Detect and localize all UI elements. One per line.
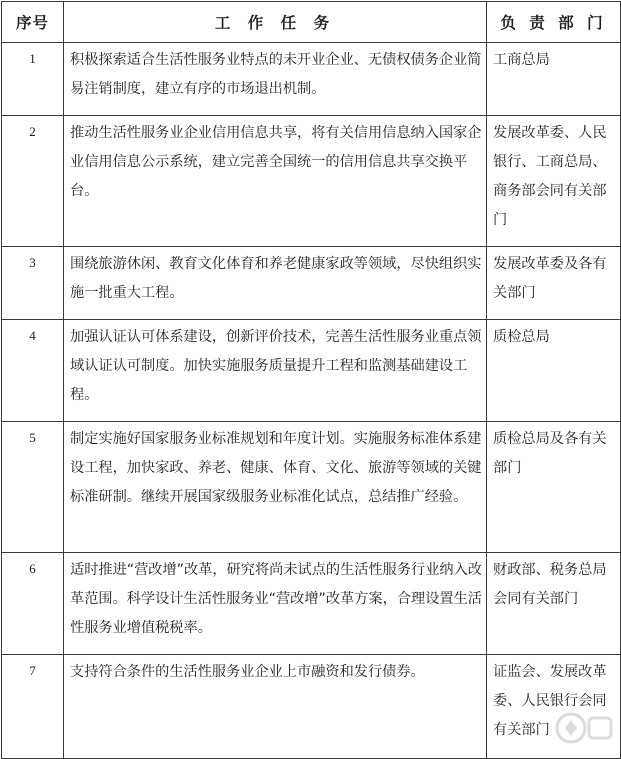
row-task: 适时推进“营改增”改革，研究将尚未试点的生活性服务行业纳入改革范围。科学设计生活性服务业“营改增”改革方案，合理设置生活性服务业增值税税率。 <box>64 553 487 655</box>
table-row <box>2 320 621 422</box>
row-number: 7 <box>2 655 64 759</box>
row-task: 围绕旅游休闲、教育文化体育和养老健康家政等领域，尽快组织实施一批重大工程。 <box>64 247 487 320</box>
row-task: 支持符合条件的生活性服务业企业上市融资和发行债券。 <box>64 655 487 759</box>
row-task: 推动生活性服务业企业信用信息共享，将有关信用信息纳入国家企业信用信息公示系统，建立完善全国统一的信用信息共享交换平台。 <box>64 116 487 247</box>
row-number: 2 <box>2 116 64 247</box>
table-row <box>2 43 621 116</box>
header-department: 负 责 部 门 <box>487 2 621 43</box>
watermark-logo-icon <box>551 708 615 748</box>
table-row <box>2 553 621 655</box>
row-department: 发展改革委、人民银行、工商总局、商务部会同有关部门 <box>487 116 621 247</box>
row-number: 5 <box>2 422 64 553</box>
row-department: 财政部、税务总局会同有关部门 <box>487 553 621 655</box>
row-number: 3 <box>2 247 64 320</box>
header-task: 工 作 任 务 <box>64 2 487 43</box>
table-row <box>2 655 621 759</box>
row-department: 质检总局及各有关部门 <box>487 422 621 553</box>
table-header-row <box>2 2 621 43</box>
row-task: 积极探索适合生活性服务业特点的未开业企业、无债权债务企业简易注销制度，建立有序的市场退出机制。 <box>64 43 487 116</box>
table-row <box>2 247 621 320</box>
row-department: 工商总局 <box>487 43 621 116</box>
table-row <box>2 116 621 247</box>
task-table <box>1 1 621 759</box>
row-task: 加强认证认可体系建设，创新评价技术，完善生活性服务业重点领域认证认可制度。加快实施服务质量提升工程和监测基础建设工程。 <box>64 320 487 422</box>
row-number: 1 <box>2 43 64 116</box>
row-department: 证监会、发展改革委、人民银行会同有关部门 <box>487 655 621 759</box>
row-department: 质检总局 <box>487 320 621 422</box>
row-department: 发展改革委及各有关部门 <box>487 247 621 320</box>
row-number: 6 <box>2 553 64 655</box>
table-row <box>2 422 621 553</box>
row-number: 4 <box>2 320 64 422</box>
header-number: 序号 <box>2 2 64 43</box>
row-task: 制定实施好国家服务业标准规划和年度计划。实施服务标准体系建设工程，加快家政、养老、健康、体育、文化、旅游等领域的关键标准研制。继续开展国家级服务业标准化试点，总结推广经验。 <box>64 422 487 553</box>
